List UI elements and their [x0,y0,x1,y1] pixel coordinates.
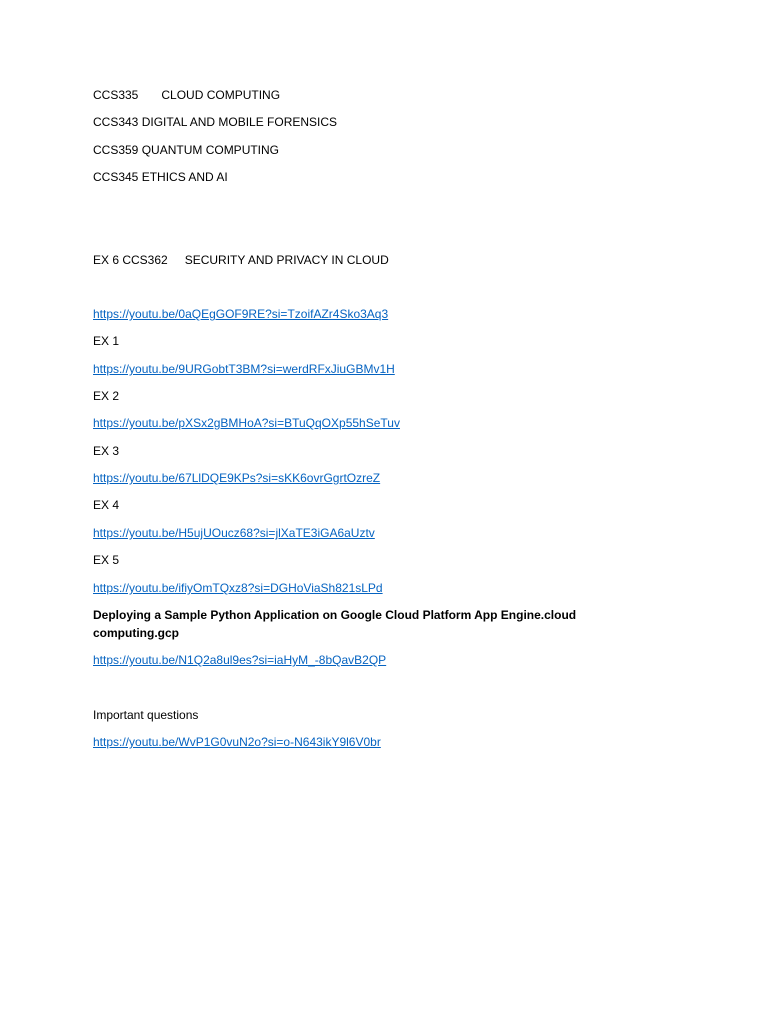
course-name: CLOUD COMPUTING [161,88,281,102]
exercise-link-5[interactable]: https://youtu.be/ifiyOmTQxz8?si=DGHoViaSh821sLPd [93,581,383,595]
exercise-link-1[interactable]: https://youtu.be/9URGobtT3BM?si=werdRFxJiuGBMv1H [93,362,395,376]
course-line-4: CCS345 ETHICS AND AI [93,170,228,184]
course-line-1 [93,88,280,103]
exercise-heading [93,253,389,268]
course-line-3: CCS359 QUANTUM COMPUTING [93,143,280,157]
deploy-link[interactable]: https://youtu.be/N1Q2a8ul9es?si=iaHyM_-8bQavB2QP [93,653,387,667]
exercise-label-5: EX 5 [93,553,120,567]
exercise-link-4[interactable]: https://youtu.be/H5ujUOucz68?si=jlXaTE3iGA6aUztv [93,526,375,540]
exercise-link-2[interactable]: https://youtu.be/pXSx2gBMHoA?si=BTuQqOXp55hSeTuv [93,416,400,430]
exercise-heading-title: SECURITY AND PRIVACY IN CLOUD [184,253,389,267]
important-questions-label: Important questions [93,708,199,722]
course-code: CCS335 [93,88,139,102]
video-link-0[interactable]: https://youtu.be/0aQEgGOF9RE?si=TzoifAZr4Sko3Aq3 [93,307,389,321]
exercise-link-3[interactable]: https://youtu.be/67LlDQE9KPs?si=sKK6ovrGgrtOzreZ [93,471,381,485]
exercise-label-3: EX 3 [93,444,120,458]
exercise-label-4: EX 4 [93,498,120,512]
exercise-label-1: EX 1 [93,334,120,348]
course-line-2: CCS343 DIGITAL AND MOBILE FORENSICS [93,115,338,129]
exercise-label-2: EX 2 [93,389,120,403]
exercise-heading-prefix: EX 6 CCS362 [93,253,168,267]
deploy-title: Deploying a Sample Python Application on Google Cloud Platform App Engine.cloud computing.gcp [93,608,577,640]
important-questions-link[interactable]: https://youtu.be/WvP1G0vuN2o?si=o-N643ikY9l6V0br [93,735,381,749]
